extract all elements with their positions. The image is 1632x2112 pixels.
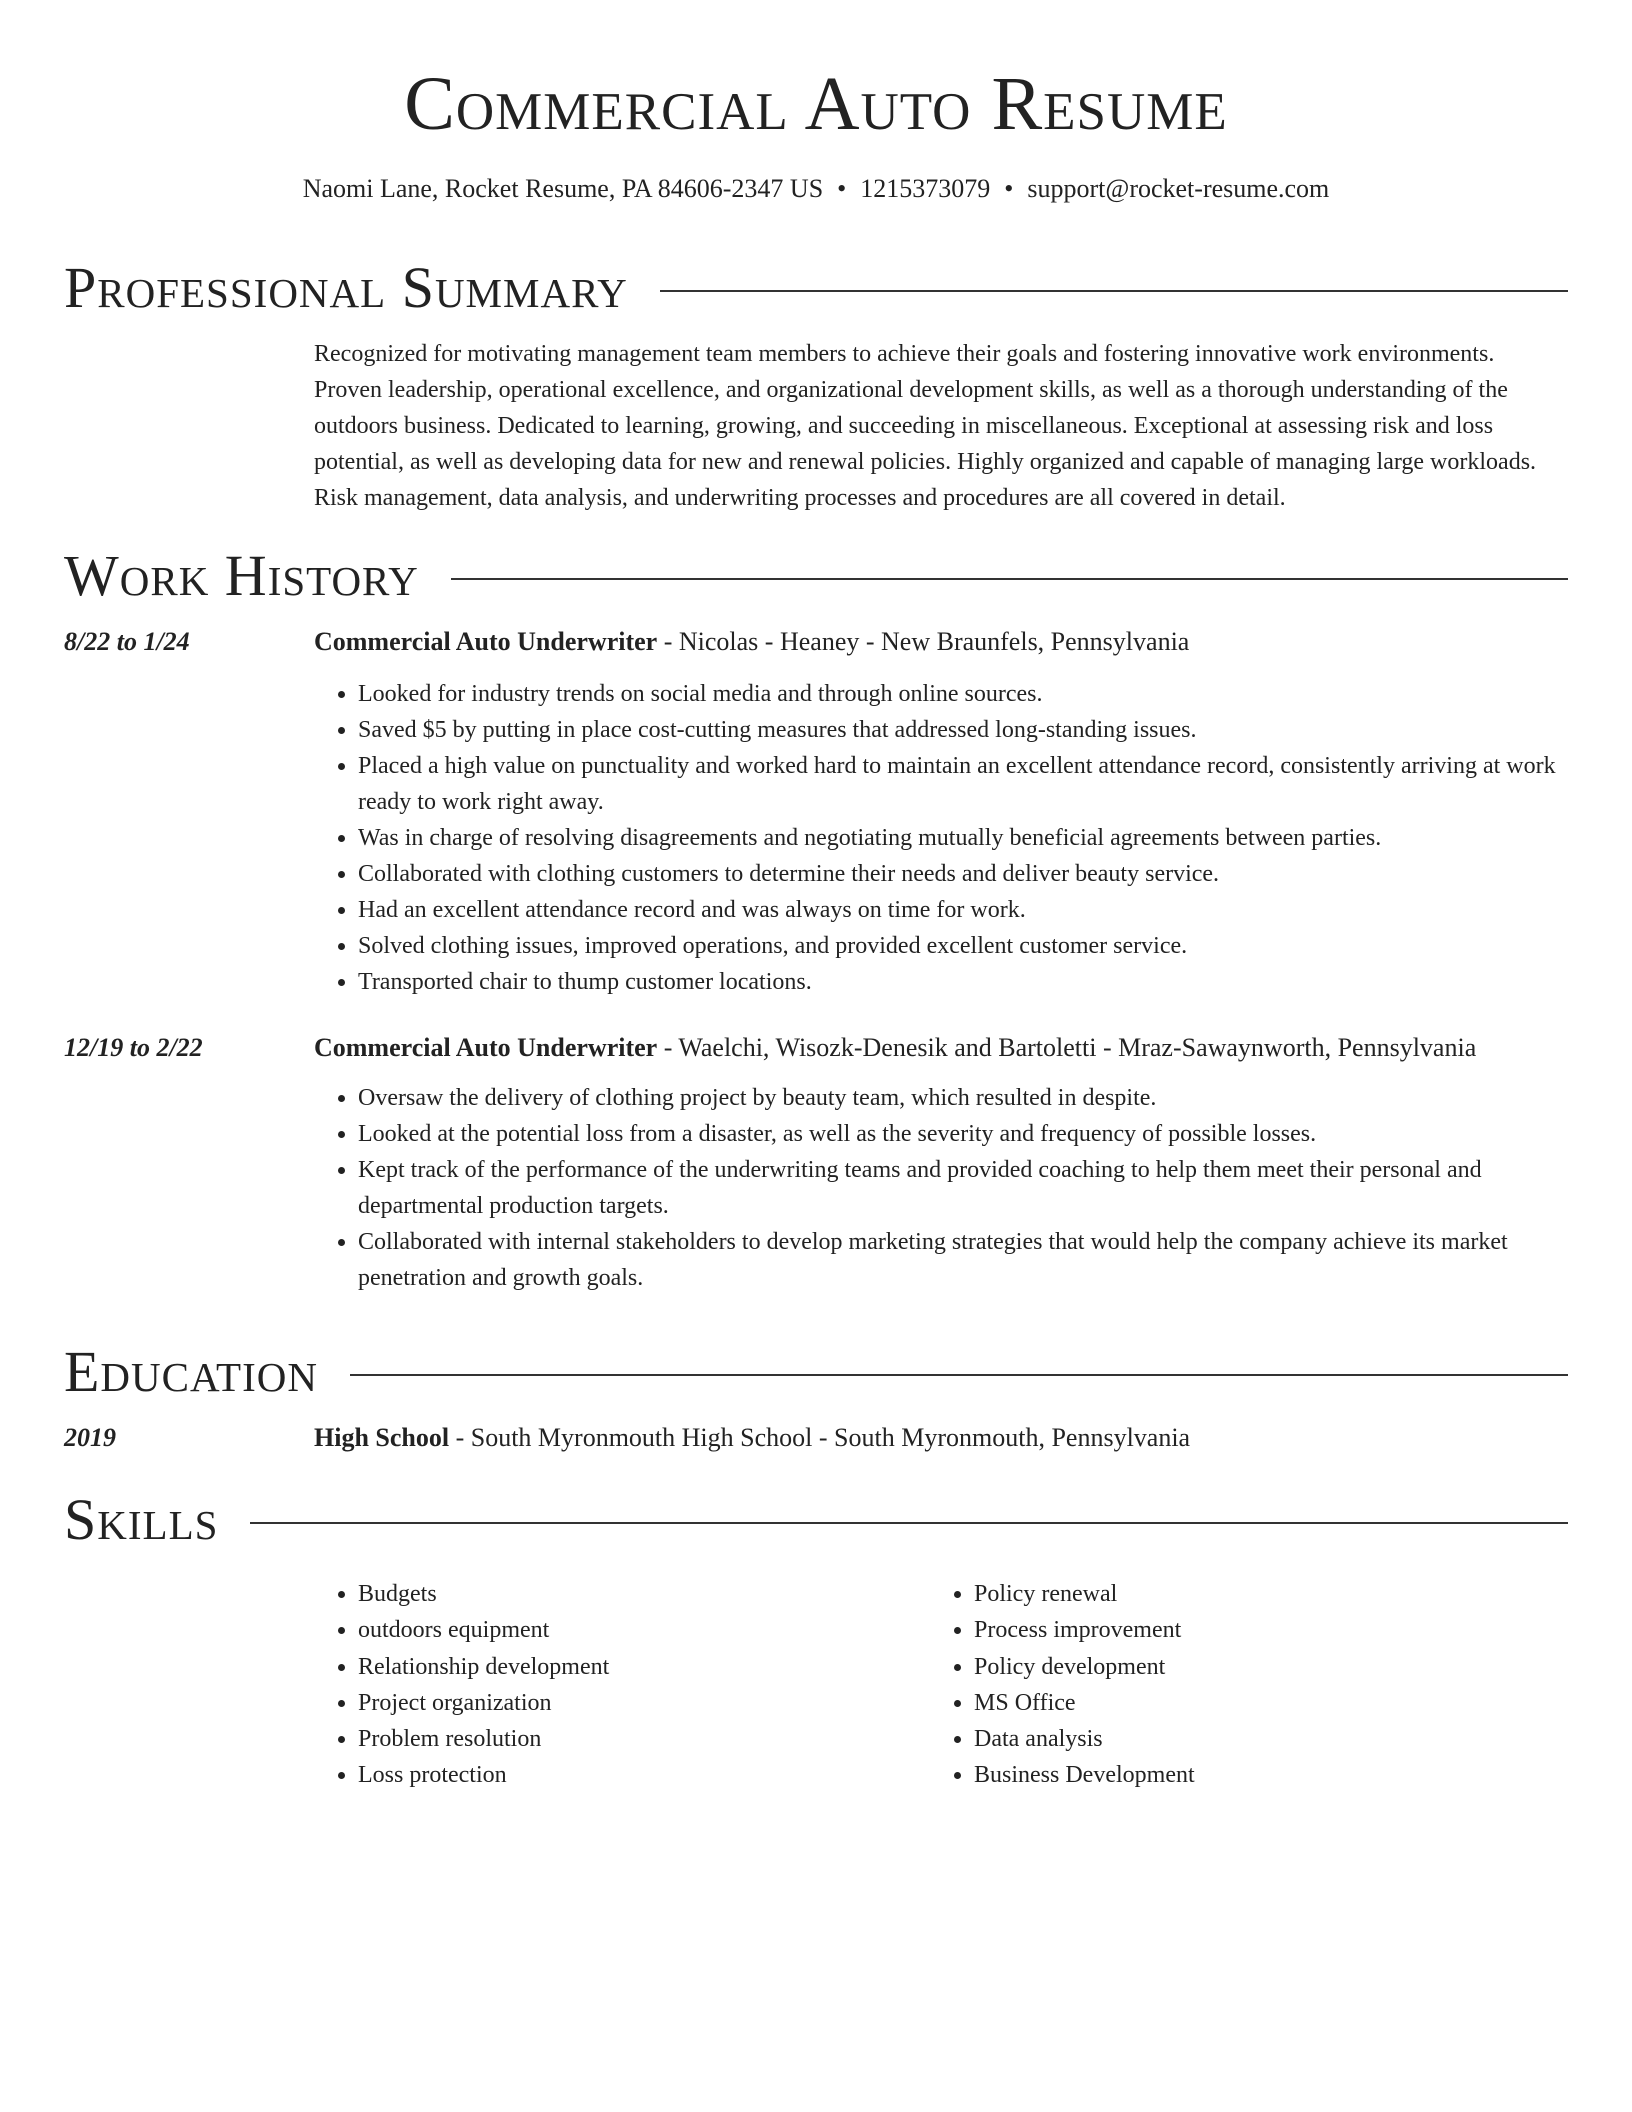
list-item: • Oversaw the delivery of clothing project by beauty team, which resulted in despite. <box>358 1080 1568 1116</box>
section-title: Skills <box>64 1487 219 1552</box>
skill-item: • Policy development <box>974 1649 1546 1685</box>
contact-address: Naomi Lane, Rocket Resume, PA 84606-2347 US <box>302 174 824 203</box>
skill-item: • Project organization <box>358 1685 930 1721</box>
contact-line <box>0 172 1632 206</box>
skills-list-left <box>314 1576 930 1794</box>
list-item: • Saved $5 by putting in place cost-cutting measures that addressed long-standing issues. <box>358 712 1568 748</box>
contact-separator: • <box>837 174 847 203</box>
contact-email: support@rocket-resume.com <box>1027 174 1330 203</box>
job-bullets <box>314 676 1568 1000</box>
list-item: • Had an excellent attendance record and was always on time for work. <box>358 892 1568 928</box>
job-dates: 12/19 to 2/22 <box>64 1033 203 1062</box>
list-item: • Placed a high value on punctuality and worked hard to maintain an excellent attendance record, consistently arriving at work ready to work right away. <box>358 748 1568 820</box>
skill-item: • Relationship development <box>358 1649 930 1685</box>
list-item: • Solved clothing issues, improved operations, and provided excellent customer service. <box>358 928 1568 964</box>
list-item: • Collaborated with internal stakeholders to develop marketing strategies that would help the company achieve its market penetration and growth goals. <box>358 1224 1568 1296</box>
summary-text: Recognized for motivating management team members to achieve their goals and fostering innovative work environments. Proven leadership, operational excellence, and organizational development skills, as well as a thorough understanding of the outdoors business. Dedicated to learning, growing, and succeeding in miscellaneous. Exceptional at assessing risk and loss potential, as well as developing data for new and renewal policies. Highly organized and capable of managing large workloads. Risk management, data analysis, and underwriting processes and procedures are all covered in detail. <box>314 341 1537 511</box>
list-item: • Looked for industry trends on social media and through online sources. <box>358 676 1568 712</box>
job-entry <box>64 624 1568 1000</box>
education-section <box>64 1340 1568 1456</box>
list-item: • Transported chair to thump customer locations. <box>358 964 1568 1000</box>
summary-row <box>64 336 1568 516</box>
skills-section <box>64 1488 1568 1794</box>
section-divider <box>250 1522 1568 1524</box>
skill-item: • Budgets <box>358 1576 930 1612</box>
skill-item: • Data analysis <box>974 1721 1546 1757</box>
education-entry <box>64 1420 1568 1456</box>
job-body <box>314 1030 1568 1296</box>
job-bullets <box>314 1080 1568 1296</box>
skill-item: • outdoors equipment <box>358 1612 930 1648</box>
list-item: • Looked at the potential loss from a disaster, as well as the severity and frequency of possible losses. <box>358 1116 1568 1152</box>
skill-item: • Process improvement <box>974 1612 1546 1648</box>
summary-section <box>64 256 1568 516</box>
skills-header <box>64 1488 1568 1552</box>
summary-header <box>64 256 1568 320</box>
job-details: - Nicolas - Heaney - New Braunfels, Pennsylvania <box>657 627 1190 656</box>
resume-title: Commercial Auto Resume <box>404 62 1228 146</box>
job-role: Commercial Auto Underwriter <box>314 627 658 656</box>
education-year: 2019 <box>64 1423 116 1452</box>
education-heading <box>314 1420 1568 1456</box>
list-item: • Was in charge of resolving disagreements and negotiating mutually beneficial agreements between parties. <box>358 820 1568 856</box>
skill-item: • Problem resolution <box>358 1721 930 1757</box>
section-divider <box>350 1374 1568 1376</box>
skill-item: • Loss protection <box>358 1757 930 1793</box>
job-details: - Waelchi, Wisozk-Denesik and Bartoletti - Mraz-Sawaynworth, Pennsylvania <box>657 1033 1477 1062</box>
skills-row <box>64 1576 1568 1794</box>
skills-grid <box>314 1576 1546 1794</box>
job-entry <box>64 1030 1568 1296</box>
skill-item: • Business Development <box>974 1757 1546 1793</box>
skill-item: • MS Office <box>974 1685 1546 1721</box>
education-degree: High School <box>314 1423 450 1452</box>
section-title: Work History <box>64 543 419 608</box>
list-item: • Collaborated with clothing customers to determine their needs and deliver beauty service. <box>358 856 1568 892</box>
education-details: - South Myronmouth High School - South Myronmouth, Pennsylvania <box>449 1423 1191 1452</box>
section-divider <box>451 578 1568 580</box>
work-section <box>64 544 1568 1296</box>
section-title: Professional Summary <box>64 255 628 320</box>
section-divider <box>660 290 1568 292</box>
job-body <box>314 624 1568 1000</box>
job-dates: 8/22 to 1/24 <box>64 627 190 656</box>
education-header <box>64 1340 1568 1404</box>
skills-list-right <box>930 1576 1546 1794</box>
summary-spacer <box>64 336 314 516</box>
work-header <box>64 544 1568 608</box>
contact-separator: • <box>1004 174 1014 203</box>
job-role: Commercial Auto Underwriter <box>314 1033 658 1062</box>
contact-phone: 1215373079 <box>860 174 991 203</box>
skill-item: • Policy renewal <box>974 1576 1546 1612</box>
job-heading <box>314 624 1568 660</box>
job-heading <box>314 1030 1568 1066</box>
skills-spacer <box>64 1576 314 1794</box>
section-title: Education <box>64 1339 318 1404</box>
list-item: • Kept track of the performance of the underwriting teams and provided coaching to help them meet their personal and departmental production targets. <box>358 1152 1568 1224</box>
